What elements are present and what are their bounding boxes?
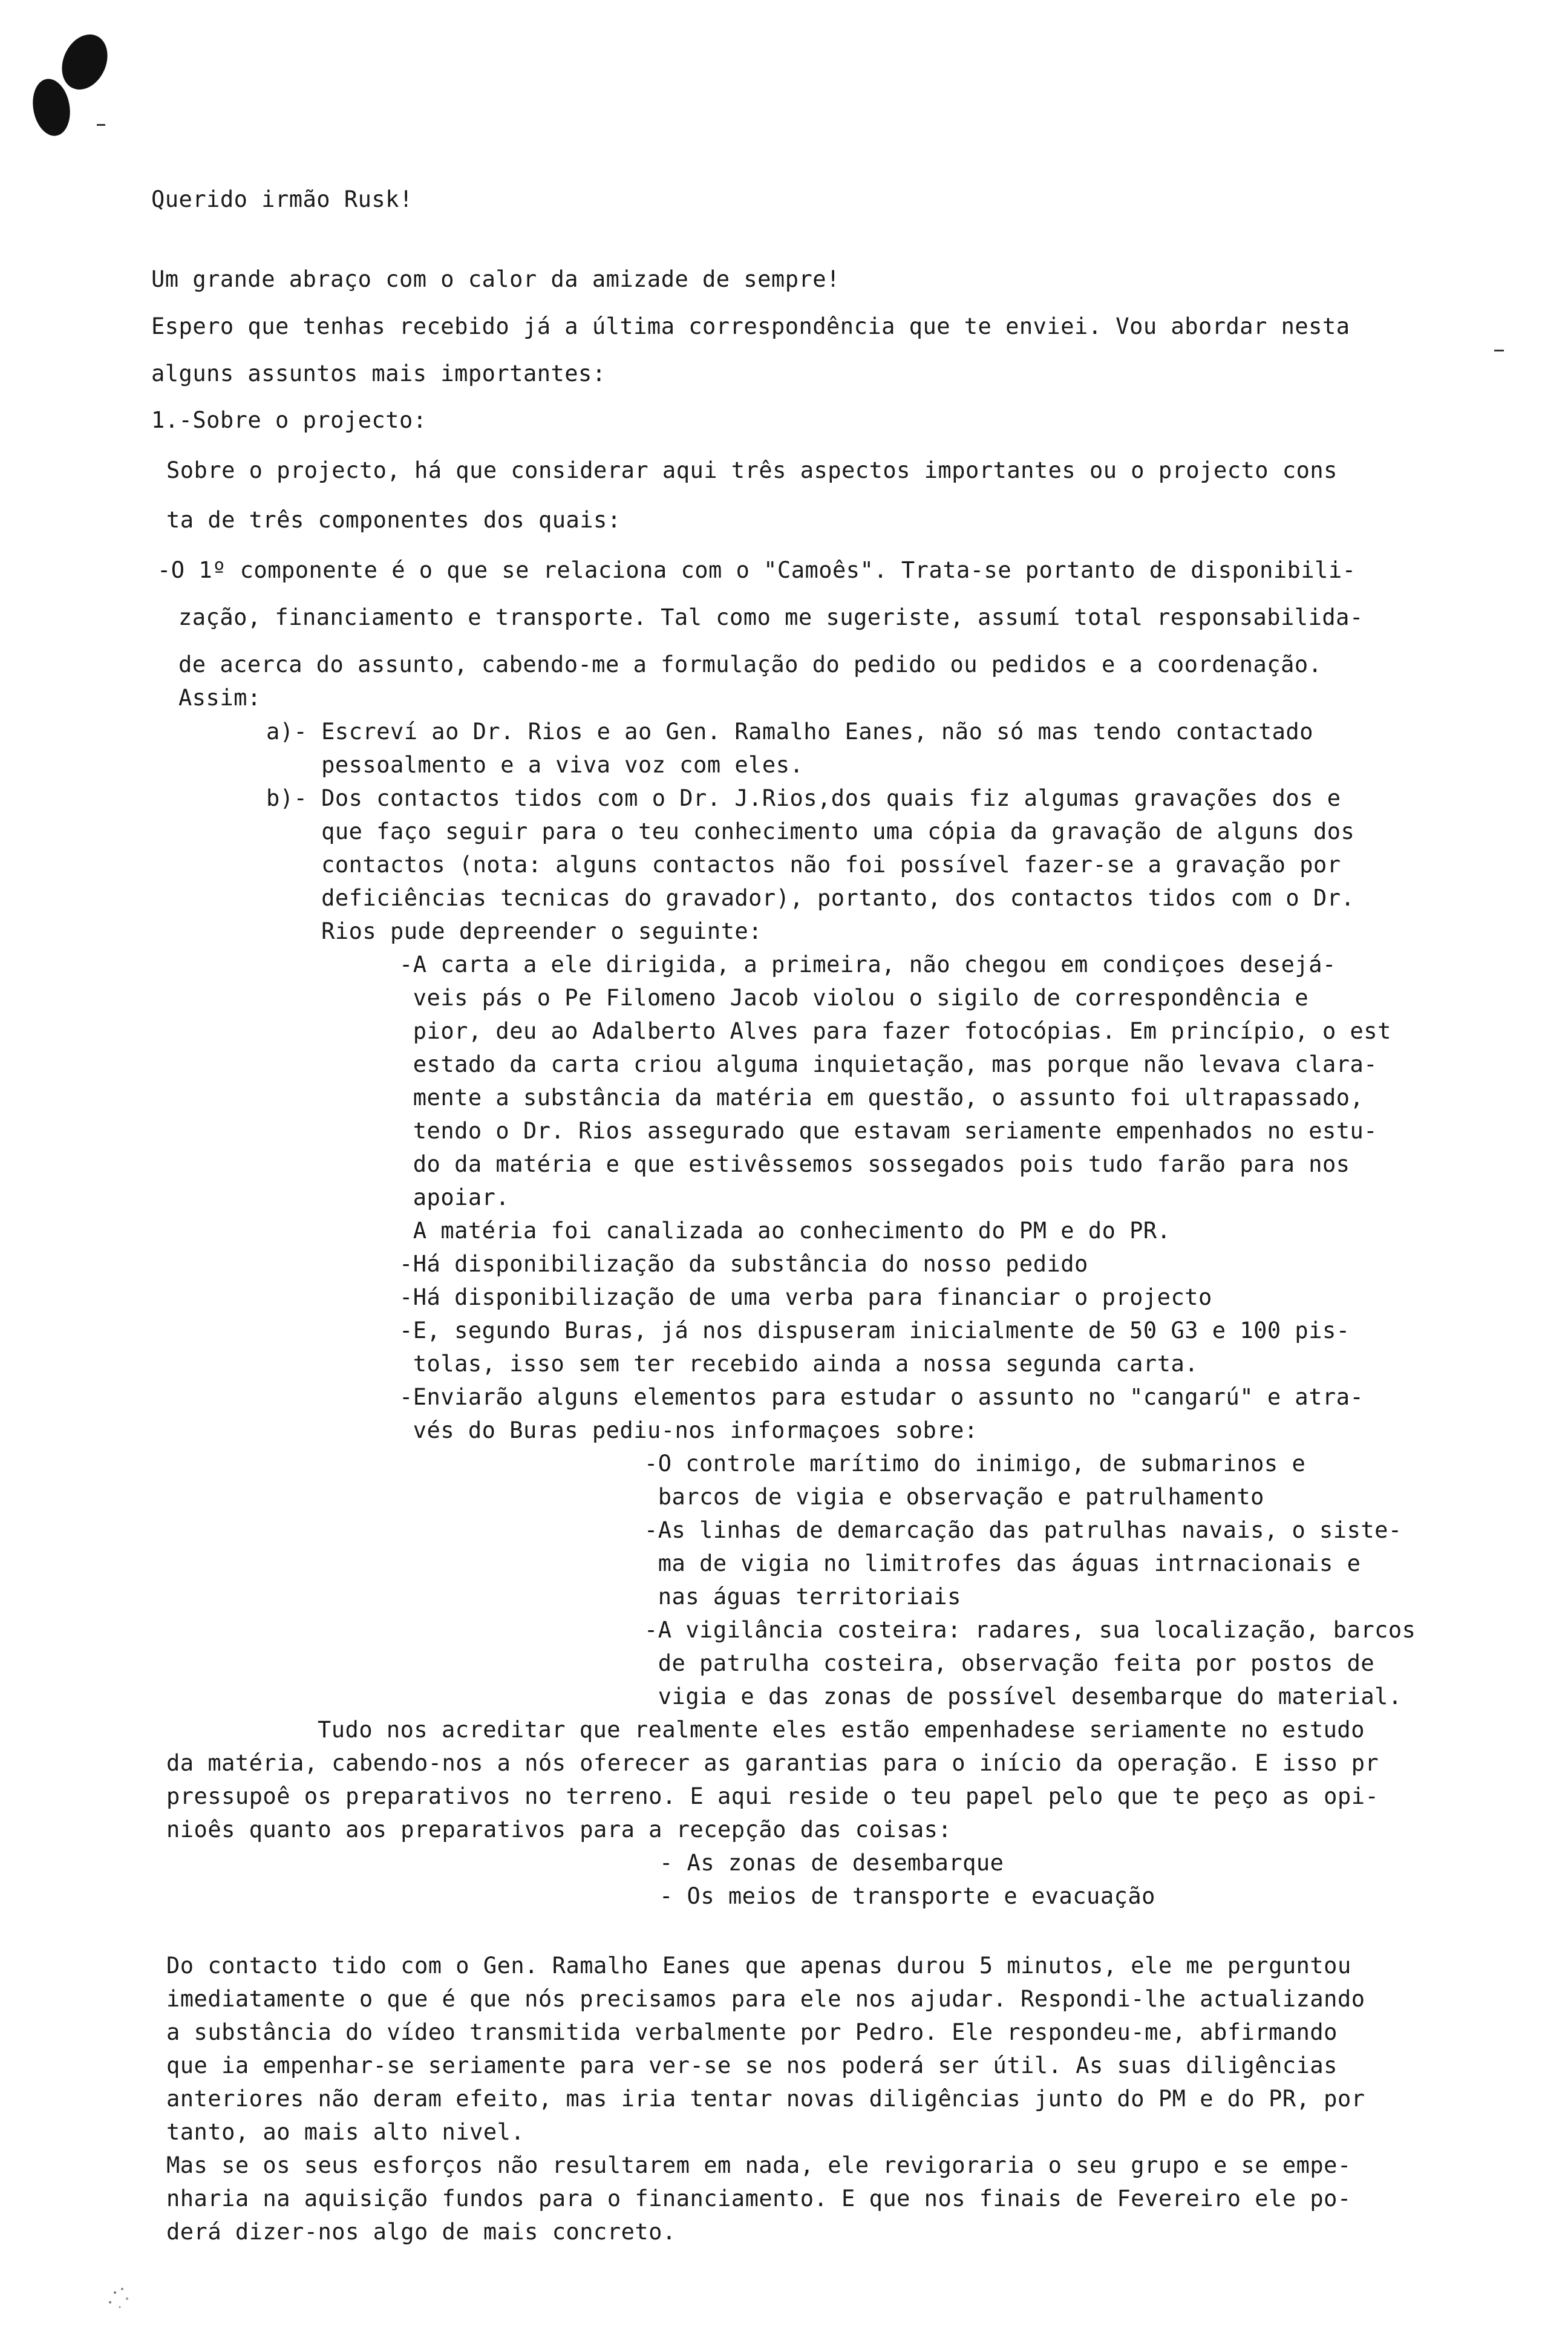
b-point: -Há disponibilização da substância do nosso pedido xyxy=(399,1251,1088,1277)
conclusion-line: pressupoê os preparativos no terreno. E aqui reside o teu papel pelo que te peço as opi- xyxy=(166,1783,1379,1809)
section-intro: Sobre o projecto, há que considerar aqui três aspectos importantes ou o projecto cons xyxy=(166,457,1338,483)
component-line: Assim: xyxy=(178,685,261,711)
eanes-line: Mas se os seus esforços não resultarem em nada, ele revigoraria o seu grupo e se empe- xyxy=(166,2152,1351,2178)
ink-blot xyxy=(53,27,116,97)
section-heading: 1.-Sobre o projecto: xyxy=(151,407,427,433)
info-point: de patrulha costeira, observação feita por postos de xyxy=(644,1650,1375,1676)
b-point: apoiar. xyxy=(399,1184,510,1210)
eanes-line: Do contacto tido com o Gen. Ramalho Eanes que apenas durou 5 minutos, ele me perguntou xyxy=(166,1953,1351,1979)
ink-mark xyxy=(1494,350,1504,351)
opening-line: alguns assuntos mais importantes: xyxy=(151,361,606,387)
eanes-line: tanto, ao mais alto nivel. xyxy=(166,2119,525,2145)
item-b: deficiências tecnicas do gravador), portanto, dos contactos tidos com o Dr. xyxy=(266,885,1355,911)
b-point: vés do Buras pediu-nos informaçoes sobre: xyxy=(399,1417,978,1443)
reception-point: - As zonas de desembarque xyxy=(659,1850,1004,1876)
conclusion-line: Tudo nos acreditar que realmente eles estão empenhadese seriamente no estudo xyxy=(318,1717,1365,1743)
b-point: veis pás o Pe Filomeno Jacob violou o sigilo de correspondência e xyxy=(399,985,1309,1011)
section-intro: ta de três componentes dos quais: xyxy=(166,507,621,533)
b-point: do da matéria e que estivêssemos sossegados pois tudo farão para nos xyxy=(399,1151,1350,1177)
ink-blot xyxy=(28,76,74,139)
b-point: tolas, isso sem ter recebido ainda a nossa segunda carta. xyxy=(399,1351,1199,1377)
b-point: A matéria foi canalizada ao conhecimento do PM e do PR. xyxy=(399,1218,1171,1244)
eanes-line: que ia empenhar-se seriamente para ver-se se nos poderá ser útil. As suas diligências xyxy=(166,2052,1338,2078)
component-line: zação, financiamento e transporte. Tal como me sugeriste, assumí total responsabilida- xyxy=(178,604,1364,630)
scan-specks xyxy=(103,2281,145,2317)
info-point: barcos de vigia e observação e patrulhamento xyxy=(644,1484,1264,1510)
info-point: vigia e das zonas de possível desembarque do material. xyxy=(644,1683,1402,1709)
item-a: pessoalmento e a viva voz com eles. xyxy=(266,752,804,778)
b-point: -E, segundo Buras, já nos dispuseram inicialmente de 50 G3 e 100 pis- xyxy=(399,1317,1350,1344)
info-point: -O controle marítimo do inimigo, de submarinos e xyxy=(644,1451,1306,1477)
b-point: tendo o Dr. Rios assegurado que estavam seriamente empenhados no estu- xyxy=(399,1118,1378,1144)
b-point: -A carta a ele dirigida, a primeira, não chegou em condiçoes desejá- xyxy=(399,952,1336,978)
eanes-line: imediatamente o que é que nós precisamos para ele nos ajudar. Respondi-lhe actualizando xyxy=(166,1986,1365,2012)
info-point: nas águas territoriais xyxy=(644,1584,961,1610)
reception-point: - Os meios de transporte e evacuação xyxy=(659,1883,1155,1909)
item-a: a)- Escreví ao Dr. Rios e ao Gen. Ramalho Eanes, não só mas tendo contactado xyxy=(266,719,1313,745)
b-point: mente a substância da matéria em questão, o assunto foi ultrapassado, xyxy=(399,1085,1364,1111)
item-b: Rios pude depreender o seguinte: xyxy=(266,918,762,944)
item-b: b)- Dos contactos tidos com o Dr. J.Rios,dos quais fiz algumas gravações dos e xyxy=(266,785,1341,811)
info-point: ma de vigia no limitrofes das águas intrnacionais e xyxy=(644,1550,1361,1576)
b-point: estado da carta criou alguma inquietação, mas porque não levava clara- xyxy=(399,1051,1378,1077)
b-point: -Enviarão alguns elementos para estudar o assunto no "cangarú" e atra- xyxy=(399,1384,1364,1410)
ink-mark xyxy=(97,124,105,126)
greeting: Querido irmão Rusk! xyxy=(151,186,413,212)
b-point: -Há disponibilização de uma verba para financiar o projecto xyxy=(399,1284,1212,1310)
component-line: de acerca do assunto, cabendo-me a formulação do pedido ou pedidos e a coordenação. xyxy=(178,651,1322,677)
opening-line: Um grande abraço com o calor da amizade de sempre! xyxy=(151,266,840,292)
b-point: pior, deu ao Adalberto Alves para fazer fotocópias. Em princípio, o est xyxy=(399,1018,1391,1044)
conclusion-line: da matéria, cabendo-nos a nós oferecer as garantias para o início da operação. E isso pr xyxy=(166,1750,1379,1776)
eanes-line: derá dizer-nos algo de mais concreto. xyxy=(166,2219,676,2245)
item-b: que faço seguir para o teu conhecimento uma cópia da gravação de alguns dos xyxy=(266,818,1355,844)
component-line: -O 1º componente é o que se relaciona com o "Camoês". Trata-se portanto de disponibili- xyxy=(157,557,1356,583)
eanes-line: a substância do vídeo transmitida verbalmente por Pedro. Ele respondeu-me, abfirmando xyxy=(166,2019,1338,2045)
opening-line: Espero que tenhas recebido já a última correspondência que te enviei. Vou abordar nesta xyxy=(151,313,1350,339)
item-b: contactos (nota: alguns contactos não foi possível fazer-se a gravação por xyxy=(266,852,1341,878)
eanes-line: anteriores não deram efeito, mas iria tentar novas diligências junto do PM e do PR, por xyxy=(166,2086,1365,2112)
info-point: -A vigilância costeira: radares, sua localização, barcos xyxy=(644,1617,1416,1643)
conclusion-line: nioês quanto aos preparativos para a recepção das coisas: xyxy=(166,1817,952,1843)
info-point: -As linhas de demarcação das patrulhas navais, o siste- xyxy=(644,1517,1402,1543)
eanes-line: nharia na aquisição fundos para o financiamento. E que nos finais de Fevereiro ele po- xyxy=(166,2186,1351,2212)
